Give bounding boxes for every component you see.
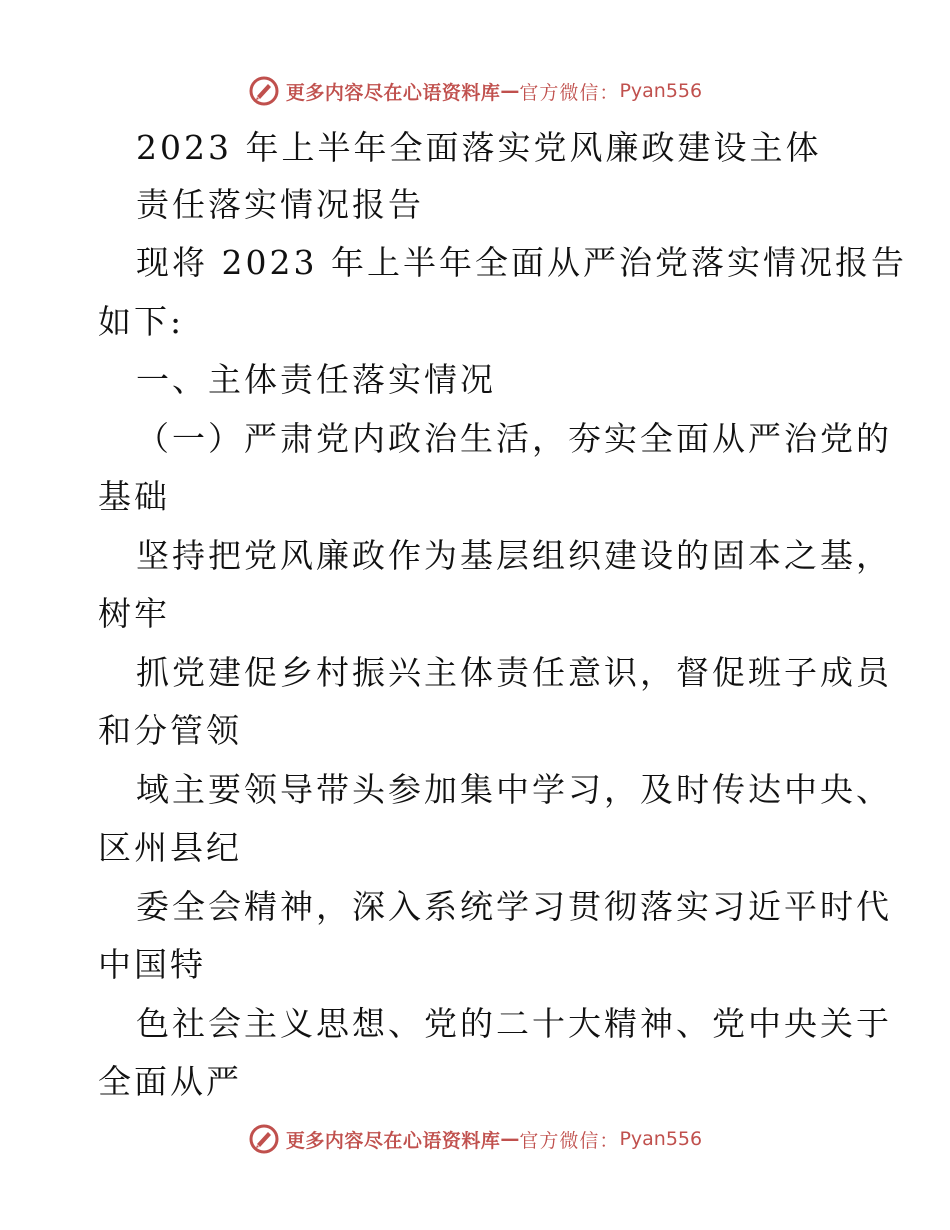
subsection-heading: （一）严肃党内政治生活，夯实全面从严治党的 bbox=[136, 419, 892, 458]
paragraph-line: 如下: bbox=[98, 302, 185, 341]
paragraph-line: 域主要领导带头参加集中学习，及时传达中央、 bbox=[136, 770, 892, 809]
watermark-contact-label: 官方微信： bbox=[519, 81, 620, 104]
paragraph-line: 委全会精神，深入系统学习贯彻落实习近平时代 bbox=[136, 887, 892, 926]
paragraph-line: 色社会主义思想、党的二十大精神、党中央关于 bbox=[136, 1004, 892, 1043]
watermark-contact-label: 官方微信： bbox=[519, 1129, 620, 1152]
watermark-separator: — bbox=[500, 1128, 520, 1150]
seal-logo-icon bbox=[248, 75, 280, 107]
subsection-heading-continued: 基础 bbox=[98, 477, 170, 516]
footer-watermark bbox=[0, 1122, 950, 1156]
doc-title-line-2: 责任落实情况报告 bbox=[136, 185, 424, 224]
watermark-brand: 更多内容尽在心语资料库 bbox=[285, 81, 501, 104]
watermark-contact-id: Pyan556 bbox=[619, 1128, 703, 1150]
paragraph-line: 坚持把党风廉政作为基层组织建设的固本之基， bbox=[136, 536, 892, 575]
header-watermark bbox=[0, 74, 950, 108]
doc-title-line-1: 2023 年上半年全面落实党风廉政建设主体 bbox=[136, 128, 822, 167]
watermark-brand: 更多内容尽在心语资料库 bbox=[285, 1129, 501, 1152]
section-heading: 一、主体责任落实情况 bbox=[136, 360, 496, 399]
paragraph-line: 中国特 bbox=[98, 945, 206, 984]
watermark-separator: — bbox=[500, 80, 520, 102]
watermark-contact-id: Pyan556 bbox=[619, 80, 703, 102]
paragraph-line: 全面从严 bbox=[98, 1062, 242, 1101]
paragraph-line: 抓党建促乡村振兴主体责任意识，督促班子成员 bbox=[136, 653, 892, 692]
seal-logo-icon bbox=[248, 1123, 280, 1155]
paragraph-line: 现将 2023 年上半年全面从严治党落实情况报告 bbox=[136, 243, 907, 282]
paragraph-line: 和分管领 bbox=[98, 711, 242, 750]
paragraph-line: 区州县纪 bbox=[98, 828, 242, 867]
paragraph-line: 树牢 bbox=[98, 594, 170, 633]
